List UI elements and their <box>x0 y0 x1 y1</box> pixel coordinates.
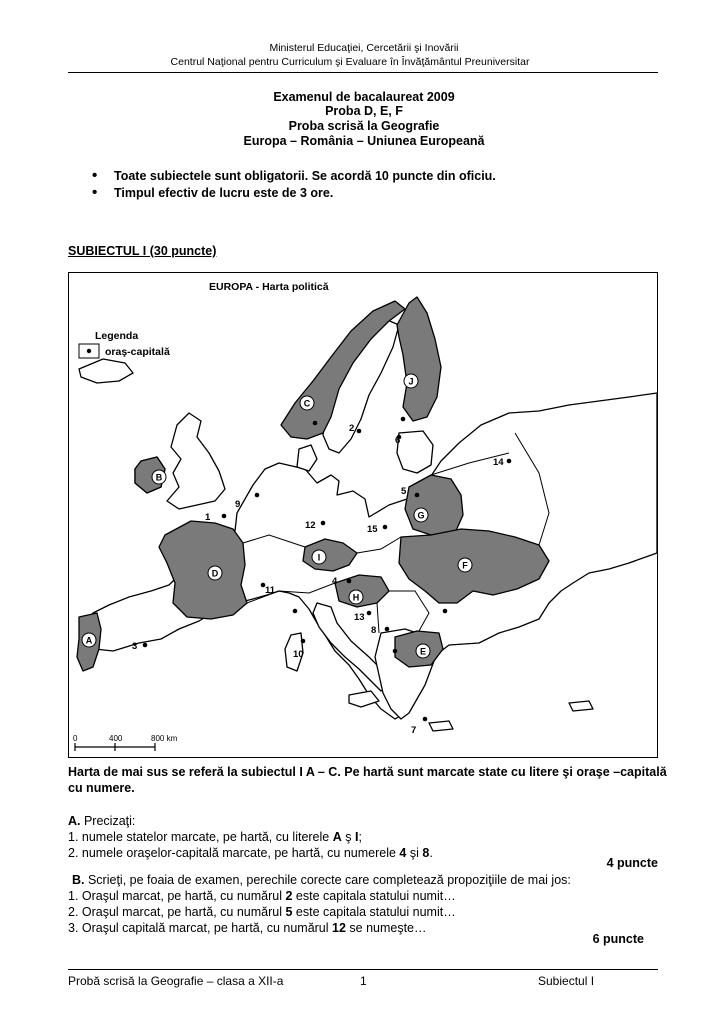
part-a-item-2-end: . <box>429 846 433 860</box>
part-a-label: A. <box>68 814 81 828</box>
part-b-item-3-bold: 12 <box>332 921 346 935</box>
part-b-item-3 <box>68 920 427 936</box>
part-b-item-3-text: 3. Oraşul capitală marcat, pe hartă, cu numărul <box>68 921 333 935</box>
city-label-8: 8 <box>371 625 377 636</box>
city-label-12: 12 <box>305 520 316 531</box>
part-a-item-1-mid: ş <box>341 830 355 844</box>
state-label-i: I <box>317 552 321 563</box>
part-a-item-1-bold-a: A <box>332 830 342 844</box>
part-b-item-2-text: 2. Oraşul marcat, pe hartă, cu numărul <box>68 905 286 919</box>
state-label-a: A <box>85 635 93 646</box>
part-a-heading <box>68 813 135 829</box>
part-a-item-2-text: 2. numele oraşelor-capitală marcate, pe hartă, cu numerele <box>68 846 400 860</box>
state-label-j: J <box>408 376 414 387</box>
header-divider <box>68 72 658 73</box>
city-label-2: 2 <box>349 423 355 434</box>
state-label-c: C <box>303 398 311 409</box>
footer-left: Probă scrisă la Geografie – clasa a XII-a <box>68 974 284 988</box>
part-b-item-1 <box>68 888 456 904</box>
part-a-item-2-mid: şi <box>406 846 423 860</box>
city-label-4: 4 <box>332 576 338 587</box>
part-b-heading <box>72 872 571 888</box>
city-label-10: 10 <box>293 649 304 660</box>
subject-heading: SUBIECTUL I (30 puncte) <box>68 244 217 258</box>
part-b-points: 6 puncte <box>592 932 644 946</box>
exam-title: Examenul de bacalaureat 2009 <box>273 90 455 104</box>
city-label-14: 14 <box>493 457 504 468</box>
part-a-item-1-text: 1. numele statelor marcate, pe hartă, cu literele <box>68 830 333 844</box>
scale-0: 0 <box>73 734 78 743</box>
part-b-item-2-end: este capitala statului numit… <box>292 905 456 919</box>
city-label-3: 3 <box>132 641 138 652</box>
ministry-header: Ministerul Educaţiei, Cercetării şi Inovării <box>269 42 459 54</box>
legend-title: Legenda <box>95 330 139 342</box>
scale-bar <box>75 743 155 751</box>
page-number: 1 <box>360 974 367 988</box>
part-b-item-3-end: se numeşte… <box>345 921 427 935</box>
instructions-list <box>92 168 496 202</box>
exam-test: Proba D, E, F <box>325 104 403 118</box>
part-a-item-1-end: ; <box>358 830 362 844</box>
state-label-g: G <box>417 510 425 521</box>
state-j-shape <box>397 297 441 421</box>
footer-right: Subiectul I <box>538 974 595 988</box>
part-a-item-2-bold-8: 8 <box>422 846 430 860</box>
city-label-5: 5 <box>401 486 407 497</box>
part-b-label: B. <box>72 873 85 887</box>
city-label-6: 6 <box>395 435 401 446</box>
part-a-points: 4 puncte <box>606 856 658 870</box>
city-label-11: 11 <box>265 585 276 596</box>
state-g-shape <box>405 475 463 535</box>
instruction-item: • Timpul efectiv de lucru este de 3 ore. <box>92 185 496 202</box>
legend-dot-icon <box>87 349 91 353</box>
legend-label: oraş-capitală <box>105 346 170 358</box>
part-b-item-1-end: este capitala statului numit… <box>292 889 456 903</box>
part-a-item-2-bold-4: 4 <box>399 846 407 860</box>
city-label-13: 13 <box>354 612 365 623</box>
instruction-item: • Toate subiectele sunt obligatorii. Se acordă 10 puncte din oficiu. <box>92 168 496 185</box>
scale-800: 800 km <box>151 734 178 743</box>
center-header: Centrul Naţional pentru Curriculum şi Evaluare în Învăţământul Preuniversitar <box>170 56 530 68</box>
city-label-9: 9 <box>235 499 241 510</box>
part-a-item-1 <box>68 829 362 845</box>
scale-400: 400 <box>109 734 123 743</box>
part-b-item-2 <box>68 904 456 920</box>
part-a-lead: Precizaţi: <box>80 814 136 828</box>
europe-political-map <box>68 272 658 758</box>
part-b-item-1-bold: 2 <box>285 889 293 903</box>
state-label-f: F <box>462 560 468 571</box>
footer-divider <box>68 969 658 970</box>
state-label-e: E <box>419 646 427 657</box>
city-label-15: 15 <box>367 524 378 535</box>
part-b-item-1-text: 1. Oraşul marcat, pe hartă, cu numărul <box>68 889 286 903</box>
city-label-1: 1 <box>205 512 211 523</box>
state-label-h: H <box>352 592 360 603</box>
map-intro: Harta de mai sus se referă la subiectul I A – C. Pe hartă sunt marcate state cu litere şi oraşe –capitală cu numere. <box>68 765 667 795</box>
map-drawing <box>69 273 659 759</box>
state-label-b: B <box>155 472 163 483</box>
part-b-item-2-bold: 5 <box>285 905 293 919</box>
part-a-item-1-bold-i: I <box>354 830 359 844</box>
state-label-d: D <box>211 568 219 579</box>
part-a-item-2 <box>68 845 433 861</box>
part-b-lead: Scrieţi, pe foaia de examen, perechile corecte care completează propoziţiile de mai jos: <box>84 873 571 887</box>
exam-scope: Europa – România – Uniunea Europeană <box>243 134 485 148</box>
exam-subject: Proba scrisă la Geografie <box>288 119 440 133</box>
city-label-7: 7 <box>411 725 417 736</box>
map-title: EUROPA - Harta politică <box>209 281 329 293</box>
